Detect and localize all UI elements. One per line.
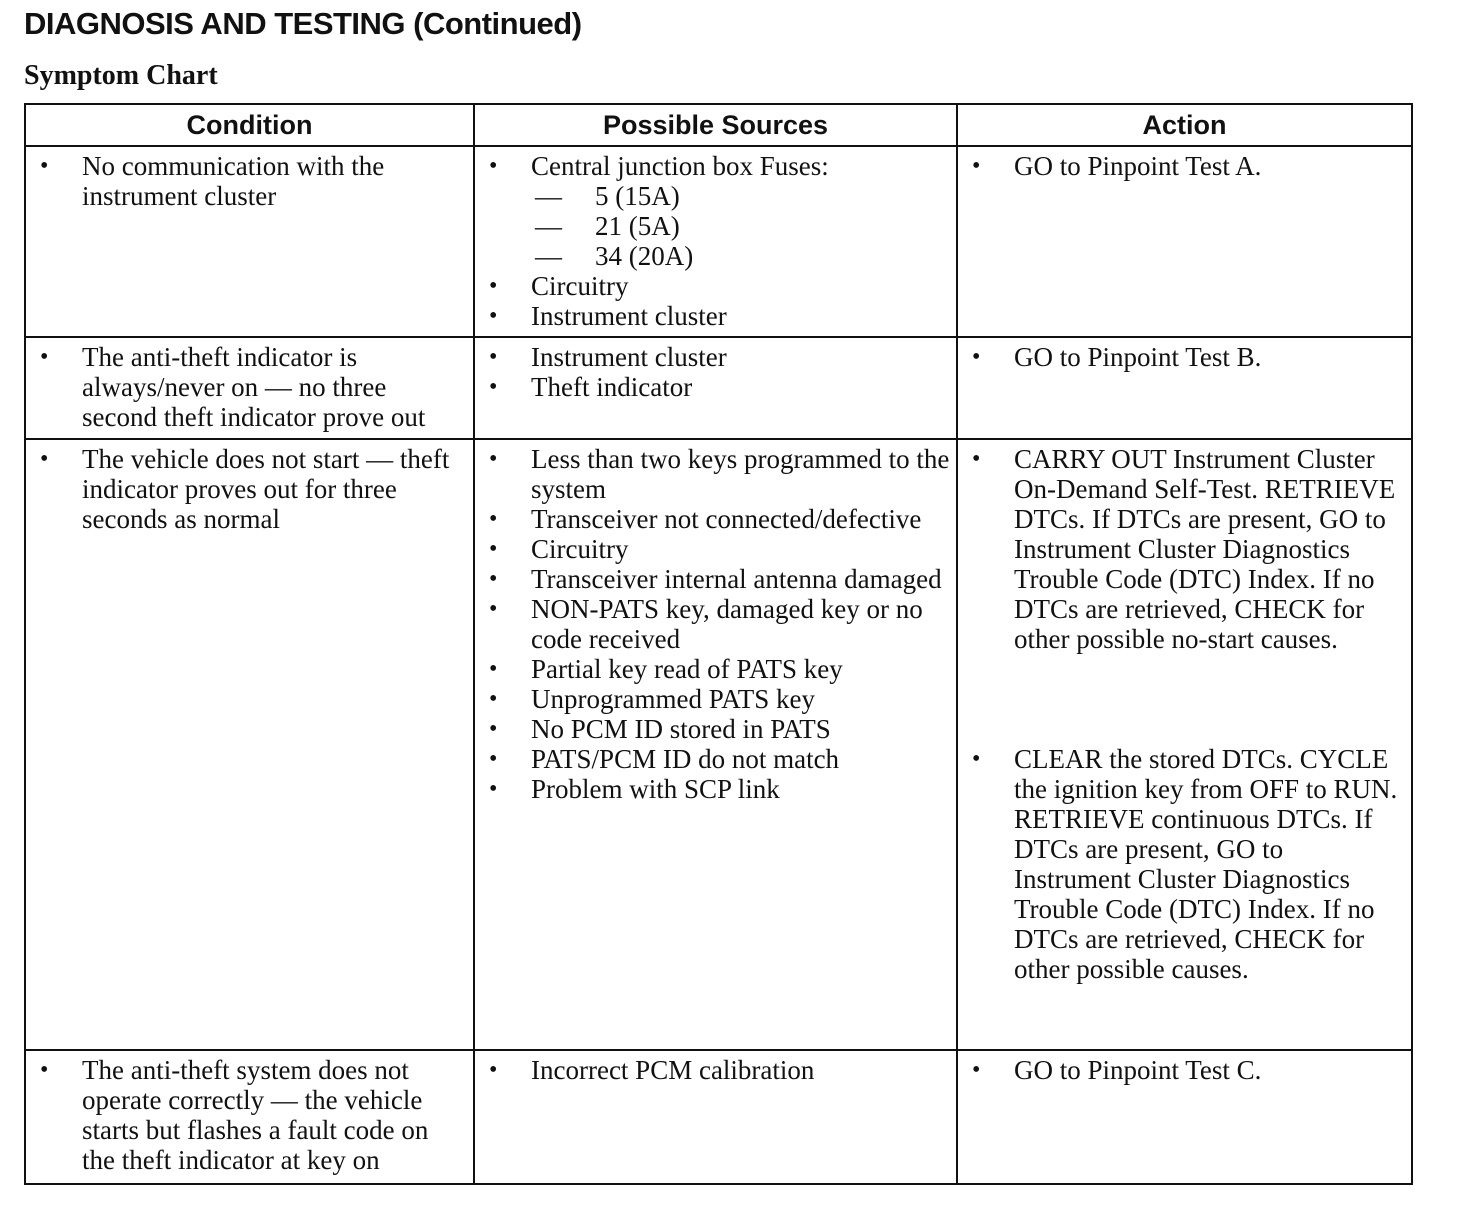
fuse-item: — 21 (5A)	[531, 211, 950, 241]
sources-cell	[474, 1050, 957, 1184]
sources-cell	[474, 146, 957, 337]
fuse-item: — 34 (20A)	[531, 241, 950, 271]
sources-cell	[474, 439, 957, 1050]
source-item: • Instrument cluster	[475, 342, 956, 372]
header-row	[25, 104, 1412, 146]
source-item: • Less than two keys programmed to the system	[475, 444, 956, 504]
spacer	[958, 654, 1411, 744]
action-cell	[957, 146, 1412, 337]
condition-item: • The anti-theft indicator is always/never on — no three second theft indicator prove out	[26, 342, 473, 432]
symptom-table	[24, 103, 1413, 1185]
action-item: • CARRY OUT Instrument Cluster On-Demand Self-Test. RETRIEVE DTCs. If DTCs are present, GO to Instrument Cluster Diagnostics Trouble Code (DTC) Index. If no DTCs are retrieved, CHECK for other possible no-start causes.	[958, 444, 1411, 654]
condition-cell	[25, 439, 474, 1050]
action-cell	[957, 439, 1412, 1050]
page-heading: DIAGNOSIS AND TESTING (Continued)	[24, 6, 582, 41]
source-item: • Unprogrammed PATS key	[475, 684, 956, 714]
source-item: • Circuitry	[475, 271, 956, 301]
condition-item: • No communication with the instrument cluster	[26, 151, 473, 211]
fuse-item: — 5 (15A)	[531, 181, 950, 211]
condition-item: • The anti-theft system does not operate correctly — the vehicle starts but flashes a fault code on the theft indicator at key on	[26, 1055, 473, 1175]
action-cell	[957, 1050, 1412, 1184]
source-item: • Incorrect PCM calibration	[475, 1055, 956, 1085]
source-item: • Problem with SCP link	[475, 774, 956, 804]
sources-cell	[474, 337, 957, 439]
source-item: • No PCM ID stored in PATS	[475, 714, 956, 744]
table-row	[25, 439, 1412, 1050]
table-row	[25, 146, 1412, 337]
column-header-possible-sources: Possible Sources	[474, 104, 957, 146]
source-item: • PATS/PCM ID do not match	[475, 744, 956, 774]
chart-title: Symptom Chart	[24, 60, 218, 91]
source-item	[475, 151, 956, 271]
source-item: • Transceiver internal antenna damaged	[475, 564, 956, 594]
condition-cell	[25, 1050, 474, 1184]
condition-cell	[25, 337, 474, 439]
source-item: • NON-PATS key, damaged key or no code received	[475, 594, 956, 654]
action-item: • GO to Pinpoint Test B.	[958, 342, 1411, 372]
source-item: • Partial key read of PATS key	[475, 654, 956, 684]
table-row	[25, 1050, 1412, 1184]
column-header-action: Action	[957, 104, 1412, 146]
source-item: • Theft indicator	[475, 372, 956, 402]
source-item: • Instrument cluster	[475, 301, 956, 331]
action-item: • CLEAR the stored DTCs. CYCLE the ignition key from OFF to RUN. RETRIEVE continuous DTCs. If DTCs are present, GO to Instrument Cluster Diagnostics Trouble Code (DTC) Index. If no DTCs are retrieved, CHECK for other possible causes.	[958, 744, 1411, 984]
condition-cell	[25, 146, 474, 337]
action-item: • GO to Pinpoint Test A.	[958, 151, 1411, 181]
source-text: Central junction box Fuses:	[531, 151, 829, 181]
action-cell	[957, 337, 1412, 439]
column-header-condition: Condition	[25, 104, 474, 146]
condition-item: • The vehicle does not start — theft indicator proves out for three seconds as normal	[26, 444, 473, 534]
action-item: • GO to Pinpoint Test C.	[958, 1055, 1411, 1085]
source-item: • Transceiver not connected/defective	[475, 504, 956, 534]
table-row	[25, 337, 1412, 439]
source-item: • Circuitry	[475, 534, 956, 564]
